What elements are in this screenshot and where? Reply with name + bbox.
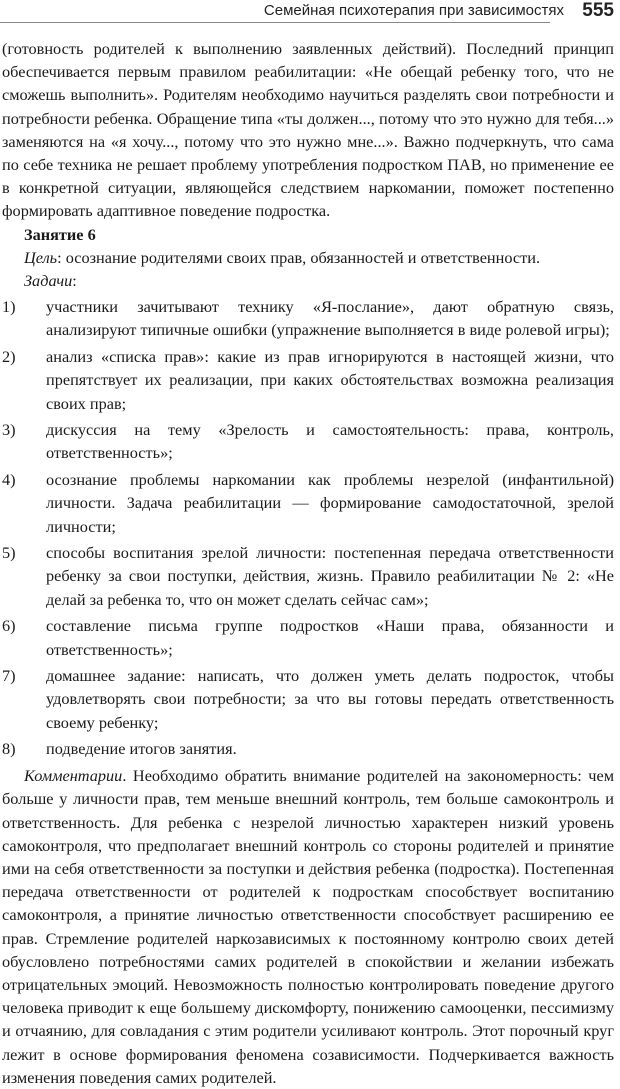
task-list: [2, 295, 614, 760]
lesson-title: Занятие 6: [24, 224, 96, 244]
task-item: [2, 468, 614, 538]
task-item: [2, 737, 614, 760]
comments-paragraph: [2, 764, 614, 1089]
task-number: 7): [2, 666, 16, 686]
lesson-goal: [2, 246, 614, 269]
page-body: [2, 37, 614, 1089]
task-text: участники зачитывают технику «Я-послание», дают обратную связь, анализируют типичные ошибки (упражнение выполняется в виде ролевой игры);: [46, 297, 614, 340]
task-text: дискуссия на тему «Зрелость и самостоятельность: права, контроль, ответственность»;: [46, 420, 614, 463]
task-text: осознание проблемы наркомании как проблемы незрелой (инфантильной) личности. Задача реабилитации — формирование самодостаточной, зрелой личности;: [46, 470, 614, 536]
page-header: [0, 0, 620, 26]
task-item: [2, 541, 614, 611]
task-text: способы воспитания зрелой личности: постепенная передача ответственности ребенку за свои поступки, действия, жизнь. Правило реабилитации № 2: «Не делай за ребенка то, что он может сделать сейчас сам»;: [46, 543, 614, 609]
task-number: 2): [2, 347, 16, 367]
task-text: анализ «списка прав»: какие из прав игнорируются в настоящей жизни, что препятствует их реализации, при каких обстоятельствах возможна реализация своих прав;: [46, 347, 614, 413]
task-item: [2, 345, 614, 415]
goal-label: Цель: [24, 247, 58, 267]
task-number: 3): [2, 420, 16, 440]
task-number: 8): [2, 739, 16, 759]
task-text: составление письма группе подростков «Наши права, обязанности и ответственность»;: [46, 616, 614, 659]
task-item: [2, 664, 614, 734]
lesson-tasks-heading: [2, 269, 614, 292]
header-rule: [0, 22, 550, 23]
task-number: 4): [2, 470, 16, 490]
task-text: домашнее задание: написать, что должен уметь делать подросток, чтобы удовлетворять свои потребности; за что вы готовы передать ответственность своему ребенку;: [46, 666, 614, 732]
comments-text: . Необходимо обратить внимание родителей на закономерность: чем больше у личности прав, тем меньше внешний контроль, тем больше самоконтроль и ответственность. Для ребенка с незрелой личностью характерен низкий уровень самоконтроля, что предполагает внешний контроль со стороны родителей и принятие ими на себя ответственности за поступки и действия ребенка (подростка). Постепенная передача ответственности от родителей к подросткам способствует воспитанию самоконтроля, а принятие личностью ответственности способствует расширению ее прав. Стремление родителей наркозависимых к постоянному контролю своих детей обусловлено потребностями самих родителей в спокойствии и желании избежать отрицательных эмоций. Невозможность полностью контролировать поведение другого человека приводит к еще большему дискомфорту, понижению самооценки, пессимизму и отчаянию, для совладания с этим родители усиливают контроль. Этот порочный круг лежит в основе формирования феномена созависимости. Подчеркивается важность изменения поведения самих родителей.: [2, 766, 614, 1087]
tasks-colon: :: [72, 271, 77, 291]
task-text: подведение итогов занятия.: [46, 739, 237, 759]
task-number: 6): [2, 616, 16, 636]
goal-text: : осознание родителями своих прав, обязанностей и ответственности.: [57, 247, 541, 267]
task-number: 1): [2, 297, 16, 317]
intro-paragraph: (готовность родителей к выполнению заявленных действий). Последний принцип обеспечивается первым правилом реабилитации: «Не обещай ребенку того, что не сможешь выполнить». Родителям необходимо научиться разделять свои потребности и потребности ребенка. Обращение типа «ты должен..., потому что это нужно для тебя...» заменяются на «я хочу..., потому что это нужно мне...». Важно подчеркнуть, что сама по себе техника не решает проблему употребления подростком ПАВ, но применение ее в конкретной ситуации, являющейся следствием наркомании, поможет постепенно формировать адаптивное поведение подростка.: [2, 39, 614, 221]
comments-label: Комментарии: [24, 766, 123, 786]
task-item: [2, 295, 614, 341]
task-item: [2, 418, 614, 464]
tasks-label: Задачи: [24, 271, 73, 291]
page-number: 555: [582, 0, 614, 21]
task-item: [2, 614, 614, 660]
task-number: 5): [2, 543, 16, 563]
running-head: Семейная психотерапия при зависимостях: [263, 2, 564, 19]
